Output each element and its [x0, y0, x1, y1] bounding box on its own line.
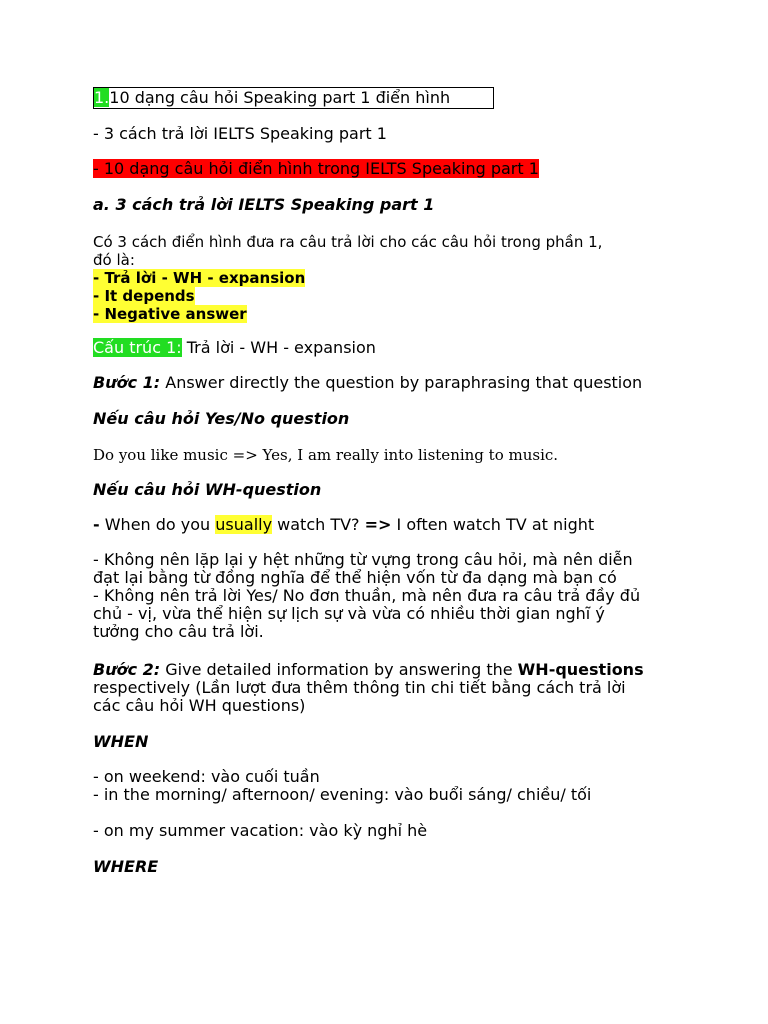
section-a-heading: a. 3 cách trả lời IELTS Speaking part 1	[93, 195, 435, 214]
way-item: - Negative answer	[93, 305, 247, 323]
when-list	[93, 768, 713, 804]
step-2-text: Give detailed information by answering the	[160, 660, 518, 679]
step-1-label: Bước 1:	[93, 373, 161, 392]
section-a-intro	[93, 233, 693, 323]
toc-entry-box[interactable]	[93, 87, 494, 109]
when-item: - in the morning/ afternoon/ evening: vào buổi sáng/ chiều/ tối	[93, 785, 592, 804]
note-2-line-1: - Không nên trả lời Yes/ No đơn thuần, mà nên đưa ra câu trả đầy đủ	[93, 586, 641, 605]
intro-line-2: đó là:	[93, 251, 135, 269]
bullet-item-2-text: - 10 dạng câu hỏi điển hình trong IELTS Speaking part 1	[93, 159, 539, 178]
structure-1-text: Trả lời - WH - expansion	[181, 338, 376, 357]
wh-example	[93, 516, 693, 534]
where-heading: WHERE	[93, 857, 159, 876]
bullet-item-1	[93, 125, 693, 143]
way-item: - Trả lời - WH - expansion	[93, 269, 306, 287]
note-1-line-2: đạt lại bằng từ đồng nghĩa để thể hiện vốn từ đa dạng mà bạn có	[93, 568, 617, 587]
yes-no-heading: Nếu câu hỏi Yes/No question	[93, 409, 350, 428]
wh-notes	[93, 551, 713, 641]
step-2-label: Bước 2:	[93, 660, 161, 679]
note-1-line-1: - Không nên lặp lại y hệt những từ vựng trong câu hỏi, mà nên diễn	[93, 550, 633, 569]
step-1-text: Answer directly the question by paraphrasing that question	[160, 373, 643, 392]
wh-example-mid: watch TV?	[272, 515, 365, 534]
way-item: - It depends	[93, 287, 195, 305]
toc-title: 10 dạng câu hỏi Speaking part 1 điển hình	[109, 88, 451, 107]
toc-number: 1.	[94, 88, 110, 107]
wh-example-dash: -	[93, 515, 100, 534]
wh-example-arrow: =>	[364, 515, 392, 534]
wh-heading: Nếu câu hỏi WH-question	[93, 480, 322, 499]
structure-1-line	[93, 339, 693, 357]
wh-example-post: I often watch TV at night	[391, 515, 595, 534]
when-item-vacation: - on my summer vacation: vào kỳ nghỉ hè	[93, 821, 428, 840]
step-2-line-3: các câu hỏi WH questions)	[93, 696, 306, 715]
note-2-line-2: chủ - vị, vừa thể hiện sự lịch sự và vừa có nhiều thời gian nghĩ ý	[93, 604, 605, 623]
structure-1-label: Cấu trúc 1:	[93, 338, 182, 357]
bullet-item-1-text: - 3 cách trả lời IELTS Speaking part 1	[93, 124, 387, 143]
yes-no-example: Do you like music => Yes, I am really into listening to music.	[93, 446, 559, 464]
when-item: - on weekend: vào cuối tuần	[93, 767, 320, 786]
intro-line-1: Có 3 cách điển hình đưa ra câu trả lời cho các câu hỏi trong phần 1,	[93, 233, 603, 251]
step-2-line-2: respectively (Lần lượt đưa thêm thông tin chi tiết bằng cách trả lời	[93, 678, 626, 697]
wh-example-highlight: usually	[215, 515, 273, 534]
step-2-block	[93, 661, 713, 715]
note-2-line-3: tưởng cho câu trả lời.	[93, 622, 264, 641]
bullet-item-2	[93, 160, 693, 178]
step-1-line	[93, 374, 693, 392]
step-2-bold: WH-questions	[517, 660, 644, 679]
wh-example-pre: When do you	[99, 515, 216, 534]
when-heading: WHEN	[93, 732, 149, 751]
